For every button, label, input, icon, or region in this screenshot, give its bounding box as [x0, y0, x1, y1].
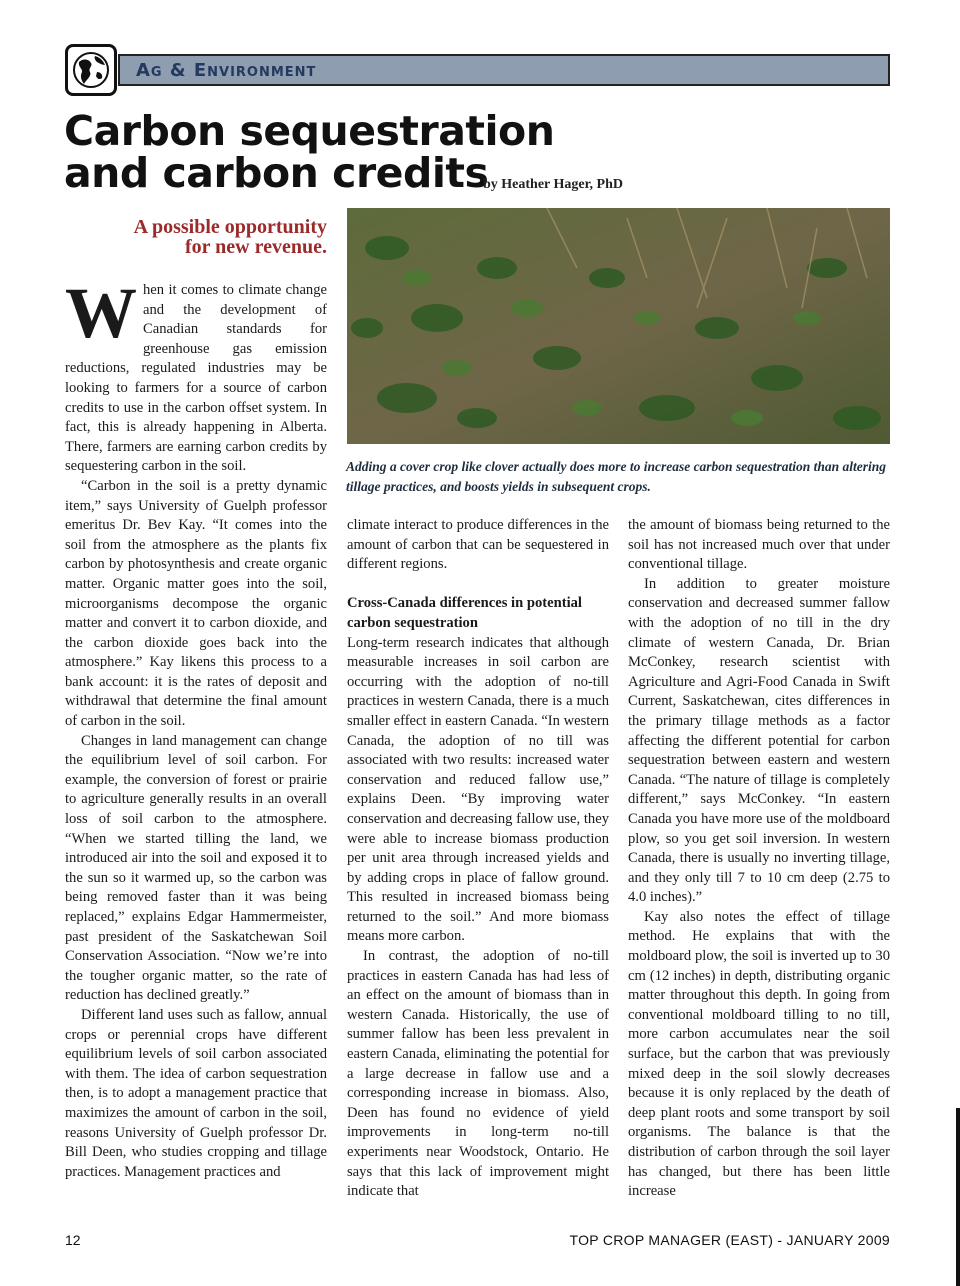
title-line-2: and carbon credits [64, 149, 489, 197]
section-header-bar [118, 54, 890, 86]
globe-icon [65, 44, 117, 96]
paragraph: Long-term research indicates that although measurable increases in soil carbon are occurring with the adoption of no-till practices in western Canada, there is a much smaller effect in eastern Canada. “In western Canada, the adoption of no till was associated with two results: increased water conservation and reduced fallow use,” explains Deen. “By improving water conservation and decreasing fallow use, they were able to increase biomass production per unit area through increased yields and by adding crops in place of fallow ground. This resulted in increased biomass being returned to the soil.” And more biomass means more carbon. [347, 634, 609, 945]
paragraph: In contrast, the adoption of no-till practices in eastern Canada has had less of an effect on the amount of biomass than in western Canada. Historically, the use of summer fallow has been less prevalent in eastern Canada, eliminating the potential for a large decrease in fallow use and a corresponding increase in biomass. Also, Deen has found no evidence of yield improvements in long-term no-till experiments near Woodstock, Ontario. He says that this lack of improvement might indicate that [347, 948, 609, 1200]
article-column-2 [347, 516, 609, 1202]
title-line-1: Carbon sequestration [64, 107, 555, 155]
article-column-1 [65, 273, 327, 1182]
paragraph-text: hen it comes to climate change and the development of Canadian standards for greenhouse gas emission reductions, regulated industries may be looking to farmers for a source of carbon credits to use in the carbon offset system. In fact, this is already happening in Alberta. There, farmers are earning carbon credits by sequestering carbon in the soil. [65, 282, 327, 475]
paragraph: Kay also notes the effect of tillage method. He explains that with the moldboard plow, the soil is inverted up to 30 cm (12 inches) in depth, distributing organic matter throughout this depth. In going from conventional moldboard tilling to no till, more carbon accumulates near the soil surface, but the carbon that was previously mixed deep in the soil slowly decreases because it is only replaced by the death of deep plant roots and some transport by soil organisms. The balance is that the distribution of carbon through the soil layer has changed, but there has been little increase [628, 908, 890, 1200]
article-deck [100, 217, 327, 257]
paragraph: “Carbon in the soil is a pretty dynamic item,” says University of Guelph professor emeritus Dr. Bev Kay. “It comes into the soil from the atmosphere as the plants fix carbon by photosynthesis and create organic matter. Organic matter goes into the soil, microorganisms decompose the organic matter and convert it to carbon dioxide, and the carbon dioxide goes back into the atmosphere.” Kay likens this process to a bank account: it is the rates of deposit and withdrawal that determine the final amount of carbon in the soil. [65, 477, 327, 730]
drop-cap: W [65, 273, 137, 353]
paragraph: the amount of biomass being returned to the soil has not increased much over that under conventional tillage. [628, 517, 890, 573]
page-edge-mark [956, 1108, 960, 1286]
article-column-3 [628, 516, 890, 1202]
subheading: Cross-Canada differences in potential carbon sequestration [347, 595, 582, 631]
paragraph: Different land uses such as fallow, annual crops or perennial crops have different equilibrium levels of soil carbon associated with them. The idea of carbon sequestration then, is to adopt a management practice that maximizes the amount of carbon in the soil, reasons University of Guelph professor Dr. Bill Deen, who studies cropping and tillage practices. Management practices and [65, 1006, 327, 1180]
byline: by Heather Hager, PhD [483, 177, 623, 192]
paragraph [65, 273, 327, 477]
paragraph: climate interact to produce differences in the amount of carbon that can be sequestered in different regions. [347, 517, 609, 573]
deck-line-1: A possible opportunity [133, 216, 327, 238]
cover-crop-photo [347, 208, 890, 444]
page-number: 12 [65, 1232, 81, 1248]
section-label: Ag & Environment [136, 59, 317, 81]
photo-caption: Adding a cover crop like clover actually does more to increase carbon sequestration than altering tillage practices, and boosts yields in subsequent crops. [346, 459, 886, 494]
publication-footer: TOP CROP MANAGER (EAST) - JANUARY 2009 [569, 1232, 890, 1248]
paragraph: Changes in land management can change the equilibrium level of soil carbon. For example, the conversion of forest or prairie to agriculture generally results in an overall loss of soil carbon to the atmosphere. “When we started tilling the land, we introduced air into the soil and exposed it to the sun so it warmed up, so the carbon was being removed faster than it was being replaced,” explains Edgar Hammermeister, past president of the Saskatchewan Soil Conservation Association. “Now we’re into the tougher organic matter, so the rate of reduction has declined greatly.” [65, 732, 327, 1004]
paragraph: In addition to greater moisture conservation and decreased summer fallow with the adoption of no till in the dry climate of western Canada, Dr. Brian McConkey, research scientist with Agriculture and Agri-Food Canada in Swift Current, Saskatchewan, cites differences in the primary tillage methods as a factor affecting the different potential for carbon sequestration between eastern and western Canada. “The nature of tillage is completely different,” says McConkey. “In eastern Canada you have more use of the moldboard plow, so you get soil inversion. In western Canada, there is usually no inverting tillage, and they only till 7 to 10 cm deep (2.75 to 4.0 inches).” [628, 575, 890, 906]
deck-line-2: for new revenue. [184, 236, 327, 258]
